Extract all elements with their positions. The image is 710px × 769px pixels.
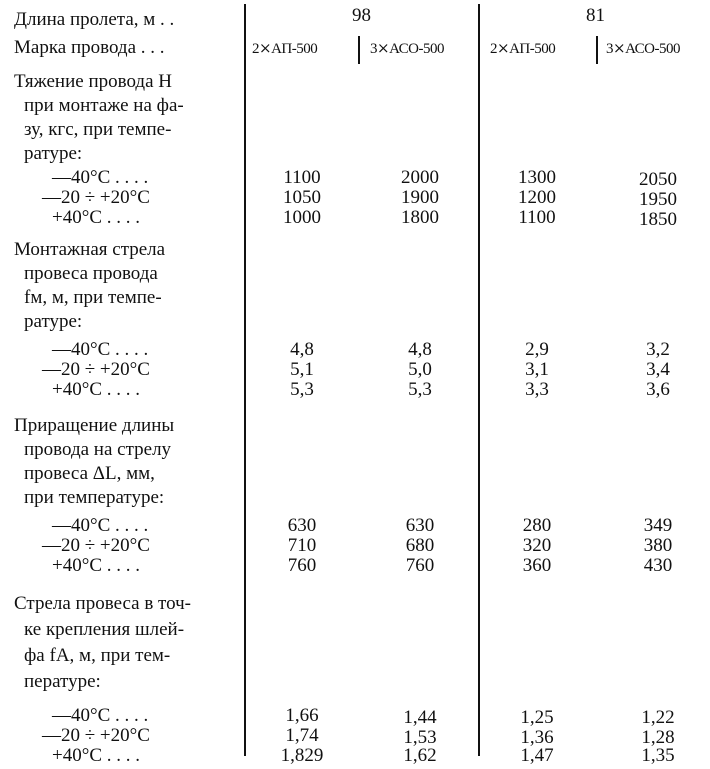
- cell: 349: [643, 515, 673, 536]
- cell: 630: [405, 515, 435, 536]
- cell: 3,4: [646, 359, 670, 380]
- row-label: +40°C . . . .: [52, 555, 140, 576]
- section-title: ратуре:: [24, 143, 83, 164]
- section-title: провеса провода: [24, 263, 158, 284]
- divider-label: [244, 4, 246, 756]
- section-title: Приращение длины: [14, 415, 175, 436]
- cell: 5,3: [290, 379, 314, 400]
- cell: 760: [405, 555, 435, 576]
- cell: 1,44: [403, 707, 437, 728]
- cell: 5,1: [290, 359, 314, 380]
- wire-col-2: 3⨯АСО-500: [370, 41, 444, 57]
- section-title: фа fA, м, при тем-: [24, 645, 171, 666]
- section-title: Тяжение провода H: [14, 71, 172, 92]
- cell: 1,35: [641, 745, 675, 766]
- section-title: при температуре:: [24, 487, 165, 508]
- cell: 1800: [401, 207, 439, 228]
- wire-col-3: 2⨯АП-500: [490, 41, 556, 57]
- row-label: —20 ÷ +20°C: [42, 187, 150, 208]
- cell: 3,1: [525, 359, 549, 380]
- row-label: —20 ÷ +20°C: [42, 725, 150, 746]
- cell: 3,2: [646, 339, 670, 360]
- row-label: +40°C . . . .: [52, 745, 140, 766]
- cell: 1000: [283, 207, 321, 228]
- row-label: +40°C . . . .: [52, 207, 140, 228]
- cell: 1850: [639, 209, 677, 230]
- section-title: пературе:: [24, 671, 101, 692]
- cell: 1,28: [641, 727, 675, 748]
- section-title: провода на стрелу: [24, 439, 172, 460]
- section-title: ратуре:: [24, 311, 83, 332]
- cell: 3,6: [646, 379, 670, 400]
- wire-col-4: 3⨯АСО-500: [606, 41, 680, 57]
- cell: 1,22: [641, 707, 675, 728]
- cell: 1100: [518, 207, 556, 228]
- cell: 4,8: [290, 339, 314, 360]
- cell: 680: [405, 535, 435, 556]
- row-label: +40°C . . . .: [52, 379, 140, 400]
- cell: 1300: [518, 167, 556, 188]
- section-title: fм, м, при темпе-: [24, 287, 162, 308]
- cell: 1,36: [520, 727, 554, 748]
- cell: 2,9: [525, 339, 549, 360]
- cell: 1,53: [403, 727, 437, 748]
- divider-wire-a: [358, 36, 360, 64]
- cell: 2000: [401, 167, 439, 188]
- cell: 1,25: [520, 707, 554, 728]
- row-label: —40°C . . . .: [52, 339, 149, 360]
- cell: 1950: [639, 189, 677, 210]
- section-title: провеса ΔL, мм,: [24, 463, 155, 484]
- wire-label: Марка провода . . .: [14, 37, 165, 58]
- row-label: —20 ÷ +20°C: [42, 535, 150, 556]
- section-title: Монтажная стрела: [14, 239, 166, 260]
- cell: 4,8: [408, 339, 432, 360]
- cell: 2050: [639, 169, 677, 190]
- row-label: —40°C . . . .: [52, 167, 149, 188]
- divider-span: [478, 4, 480, 756]
- cell: 5,3: [408, 379, 432, 400]
- cell: 1100: [283, 167, 321, 188]
- section-title: Стрела провеса в точ-: [14, 593, 192, 614]
- cell: 1,66: [285, 705, 319, 726]
- row-label: —20 ÷ +20°C: [42, 359, 150, 380]
- cell: 630: [287, 515, 317, 536]
- cell: 320: [522, 535, 552, 556]
- cell: 380: [643, 535, 673, 556]
- row-label: —40°C . . . .: [52, 515, 149, 536]
- cell: 1050: [283, 187, 321, 208]
- row-label: —40°C . . . .: [52, 705, 149, 726]
- span-value-b: 81: [586, 5, 605, 26]
- wire-col-1: 2⨯АП-500: [252, 41, 318, 57]
- divider-wire-b: [596, 36, 598, 64]
- section-title: ке крепления шлей-: [24, 619, 185, 640]
- cell: 1,62: [403, 745, 437, 766]
- section-title: при монтаже на фа-: [24, 95, 184, 116]
- cell: 760: [287, 555, 317, 576]
- cell: 360: [522, 555, 552, 576]
- span-value-a: 98: [352, 5, 371, 26]
- cell: 1900: [401, 187, 439, 208]
- span-label: Длина пролета, м . .: [14, 9, 175, 30]
- cell: 5,0: [408, 359, 432, 380]
- section-title: зу, кгс, при темпе-: [24, 119, 172, 140]
- cell: 710: [287, 535, 317, 556]
- cell: 1,829: [280, 745, 324, 766]
- cell: 1,47: [520, 745, 554, 766]
- cell: 430: [643, 555, 673, 576]
- cell: 280: [522, 515, 552, 536]
- cell: 1,74: [285, 725, 319, 746]
- cell: 3,3: [525, 379, 549, 400]
- cell: 1200: [518, 187, 556, 208]
